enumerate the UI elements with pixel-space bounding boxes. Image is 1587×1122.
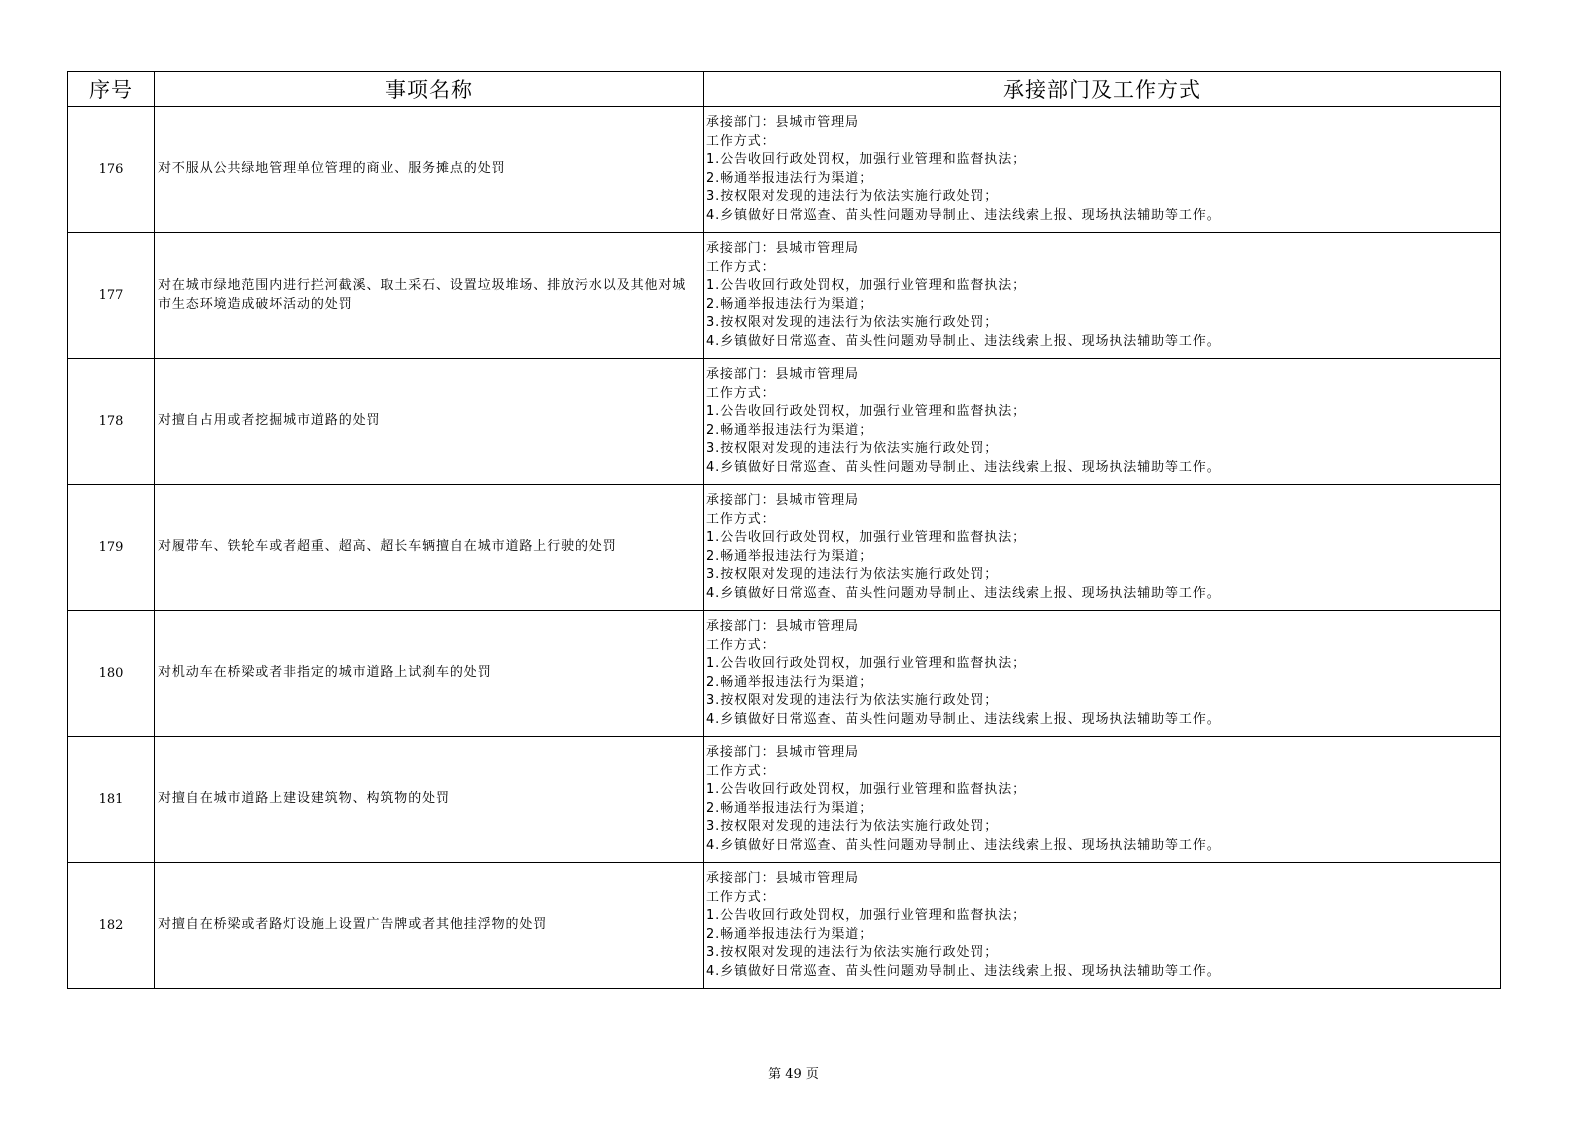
work-method-line: 4.乡镇做好日常巡查、苗头性问题劝导制止、违法线索上报、现场执法辅助等工作。 (706, 963, 1221, 979)
serial-number-cell: 178 (68, 359, 155, 485)
work-method-line: 3.按权限对发现的违法行为依法实施行政处罚； (706, 819, 999, 834)
table-row (68, 485, 1501, 611)
header-department-method: 承接部门及工作方式 (704, 72, 1501, 107)
matter-name-cell: 对在城市绿地范围内进行拦河截溪、取土采石、设置垃圾堆场、排放污水以及其他对城市生态环境造成破坏活动的处罚 (155, 233, 704, 359)
work-method-line: 4.乡镇做好日常巡查、苗头性问题劝导制止、违法线索上报、现场执法辅助等工作。 (706, 837, 1221, 853)
work-method-line: 3.按权限对发现的违法行为依法实施行政处罚； (706, 567, 999, 582)
work-method-line: 4.乡镇做好日常巡查、苗头性问题劝导制止、违法线索上报、现场执法辅助等工作。 (706, 711, 1221, 727)
work-method-line: 3.按权限对发现的违法行为依法实施行政处罚； (706, 945, 999, 960)
work-method-line: 工作方式： (706, 889, 776, 905)
work-method-line: 承接部门：县城市管理局 (706, 493, 859, 508)
work-method-line: 1.公告收回行政处罚权，加强行业管理和监督执法； (706, 152, 1027, 167)
matter-name-cell: 对不服从公共绿地管理单位管理的商业、服务摊点的处罚 (155, 107, 704, 233)
work-method-line: 工作方式： (706, 511, 776, 527)
matter-name-cell: 对履带车、铁轮车或者超重、超高、超长车辆擅自在城市道路上行驶的处罚 (155, 485, 704, 611)
table-row (68, 737, 1501, 863)
work-method-line: 1.公告收回行政处罚权，加强行业管理和监督执法； (706, 782, 1027, 797)
department-method-cell (704, 485, 1501, 611)
table-row (68, 611, 1501, 737)
work-method-line: 工作方式： (706, 763, 776, 779)
matters-table (67, 71, 1501, 989)
work-method-line: 承接部门：县城市管理局 (706, 367, 859, 382)
work-method-line: 工作方式： (706, 385, 776, 401)
header-row (68, 72, 1501, 107)
work-method-line: 3.按权限对发现的违法行为依法实施行政处罚； (706, 189, 999, 204)
serial-number-cell: 182 (68, 863, 155, 989)
table-row (68, 359, 1501, 485)
work-method-line: 1.公告收回行政处罚权，加强行业管理和监督执法； (706, 530, 1027, 545)
department-method-cell (704, 737, 1501, 863)
department-method-cell (704, 107, 1501, 233)
work-method-line: 4.乡镇做好日常巡查、苗头性问题劝导制止、违法线索上报、现场执法辅助等工作。 (706, 333, 1221, 349)
work-method-line: 承接部门：县城市管理局 (706, 745, 859, 760)
work-method-line: 2.畅通举报违法行为渠道； (706, 422, 874, 438)
serial-number-cell: 179 (68, 485, 155, 611)
work-method-line: 2.畅通举报违法行为渠道； (706, 926, 874, 942)
serial-number-cell: 180 (68, 611, 155, 737)
department-method-cell (704, 359, 1501, 485)
work-method-line: 3.按权限对发现的违法行为依法实施行政处罚； (706, 441, 999, 456)
work-method-line: 1.公告收回行政处罚权，加强行业管理和监督执法； (706, 404, 1027, 419)
matter-name-cell: 对擅自在城市道路上建设建筑物、构筑物的处罚 (155, 737, 704, 863)
work-method-line: 1.公告收回行政处罚权，加强行业管理和监督执法； (706, 908, 1027, 923)
header-matter-name: 事项名称 (155, 72, 704, 107)
work-method-line: 承接部门：县城市管理局 (706, 241, 859, 256)
work-method-line: 2.畅通举报违法行为渠道； (706, 674, 874, 690)
matter-name-cell: 对擅自占用或者挖掘城市道路的处罚 (155, 359, 704, 485)
work-method-line: 1.公告收回行政处罚权，加强行业管理和监督执法； (706, 278, 1027, 293)
page-number: 第 49 页 (768, 1067, 819, 1082)
work-method-line: 3.按权限对发现的违法行为依法实施行政处罚； (706, 693, 999, 708)
matter-name-cell: 对机动车在桥梁或者非指定的城市道路上试刹车的处罚 (155, 611, 704, 737)
work-method-line: 承接部门：县城市管理局 (706, 871, 859, 886)
work-method-line: 2.畅通举报违法行为渠道； (706, 296, 874, 312)
serial-number-cell: 176 (68, 107, 155, 233)
work-method-line: 4.乡镇做好日常巡查、苗头性问题劝导制止、违法线索上报、现场执法辅助等工作。 (706, 207, 1221, 223)
department-method-cell (704, 611, 1501, 737)
serial-number-cell: 177 (68, 233, 155, 359)
work-method-line: 工作方式： (706, 259, 776, 275)
serial-number-cell: 181 (68, 737, 155, 863)
table-body (68, 107, 1501, 989)
matter-name-cell: 对擅自在桥梁或者路灯设施上设置广告牌或者其他挂浮物的处罚 (155, 863, 704, 989)
department-method-cell (704, 233, 1501, 359)
table-row (68, 233, 1501, 359)
header-serial-number: 序号 (68, 72, 155, 107)
work-method-line: 承接部门：县城市管理局 (706, 115, 859, 130)
work-method-line: 2.畅通举报违法行为渠道； (706, 170, 874, 186)
table-row (68, 863, 1501, 989)
department-method-cell (704, 863, 1501, 989)
work-method-line: 4.乡镇做好日常巡查、苗头性问题劝导制止、违法线索上报、现场执法辅助等工作。 (706, 459, 1221, 475)
table-row (68, 107, 1501, 233)
work-method-line: 工作方式： (706, 637, 776, 653)
work-method-line: 承接部门：县城市管理局 (706, 619, 859, 634)
work-method-line: 2.畅通举报违法行为渠道； (706, 800, 874, 816)
work-method-line: 4.乡镇做好日常巡查、苗头性问题劝导制止、违法线索上报、现场执法辅助等工作。 (706, 585, 1221, 601)
work-method-line: 3.按权限对发现的违法行为依法实施行政处罚； (706, 315, 999, 330)
work-method-line: 1.公告收回行政处罚权，加强行业管理和监督执法； (706, 656, 1027, 671)
work-method-line: 工作方式： (706, 133, 776, 149)
work-method-line: 2.畅通举报违法行为渠道； (706, 548, 874, 564)
